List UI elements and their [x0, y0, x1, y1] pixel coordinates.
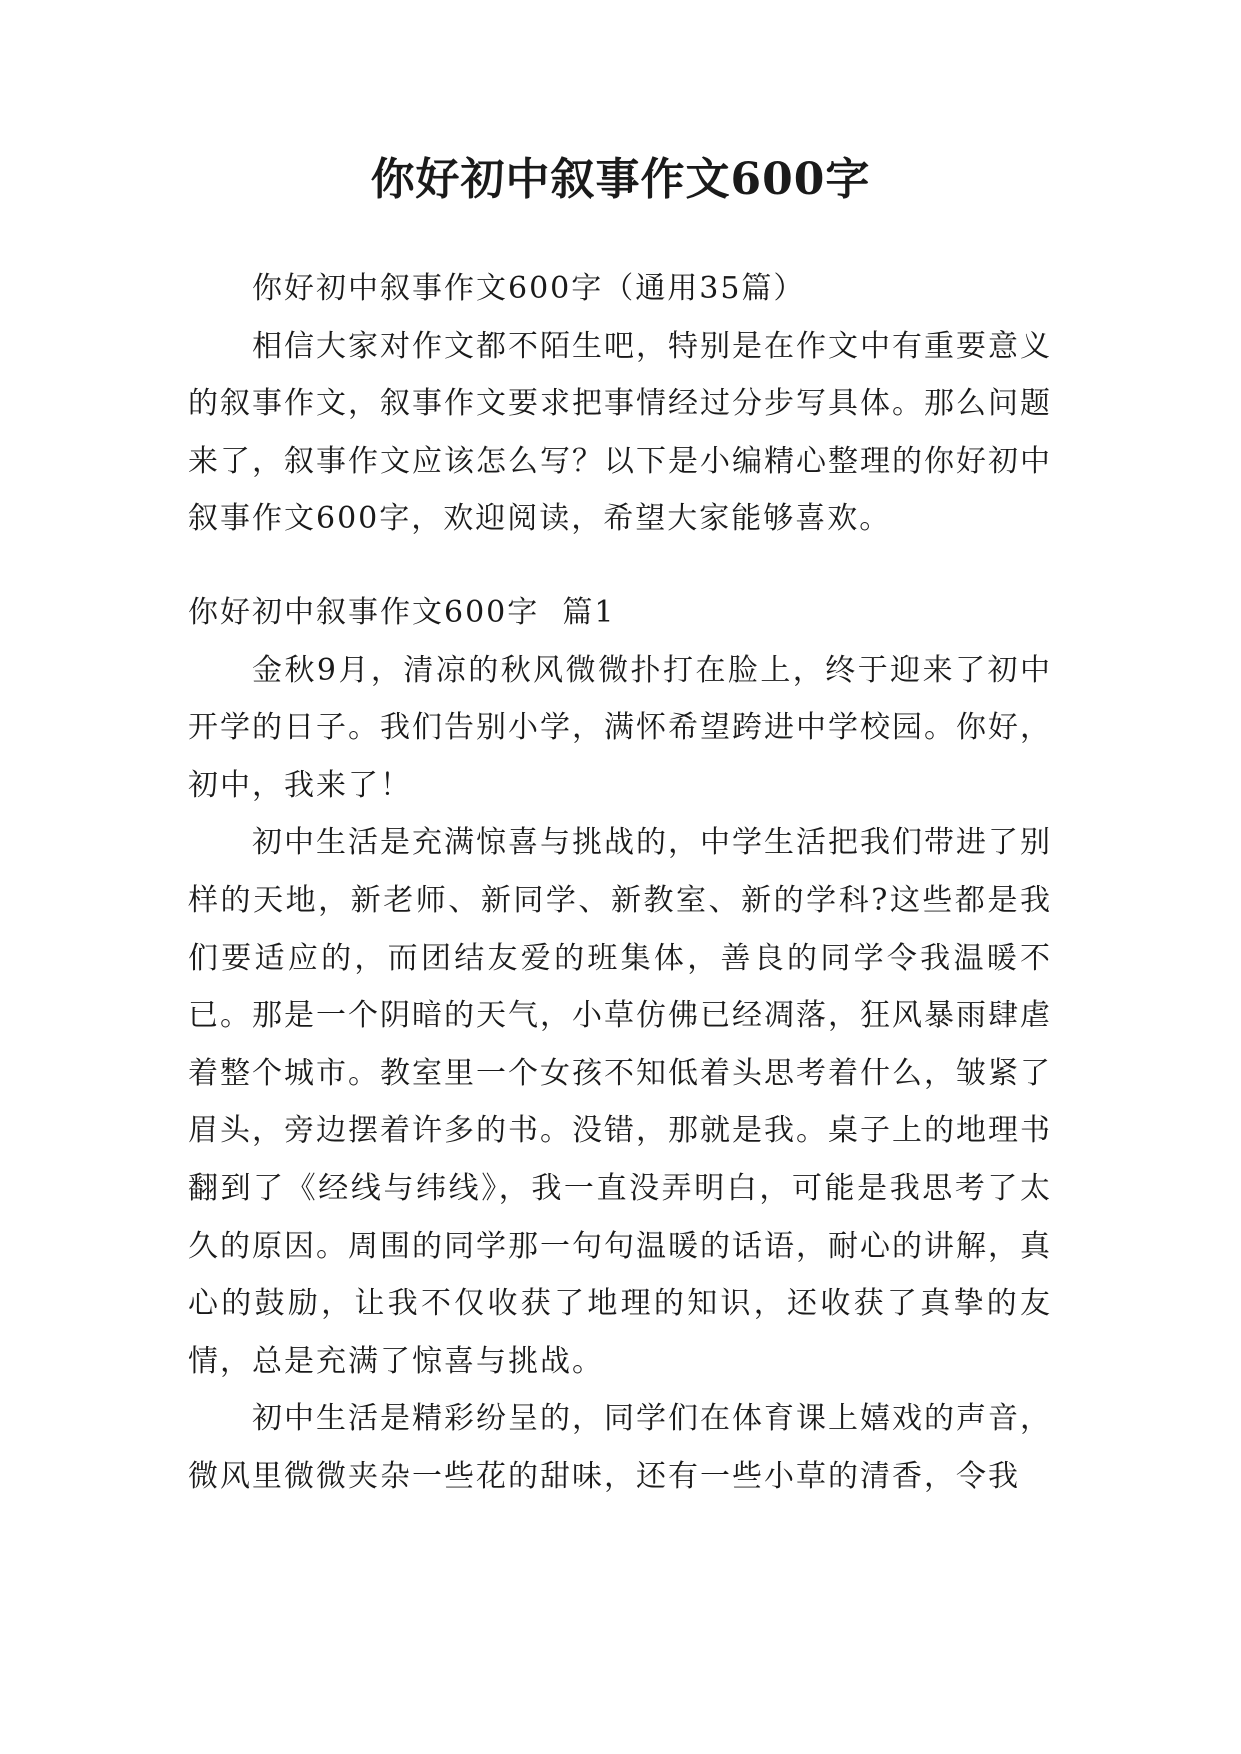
document-subtitle: 你好初中叙事作文600字（通用35篇）: [252, 271, 806, 306]
body-paragraph-1: 金秋9月，清凉的秋风微微扑打在脸上，终于迎来了初中开学的日子。我们告别小学，满怀希望跨进中学校园。你好，初中，我来了！: [188, 652, 1052, 803]
body-paragraph-2: 初中生活是充满惊喜与挑战的，中学生活把我们带进了别样的天地，新老师、新同学、新教室、新的学科?这些都是我们要适应的，而团结友爱的班集体，善良的同学令我温暖不已。那是一个阴暗的天气，小草仿佛已经凋落，狂风暴雨肆虐着整个城市。教室里一个女孩不知低着头思考着什么，皱紧了眉头，旁边摆着许多的书。没错，那就是我。桌子上的地理书翻到了《经线与纬线》，我一直没弄明白，可能是我思考了太久的原因。周围的同学那一句句温暖的话语，耐心的讲解，真心的鼓励，让我不仅收获了地理的知识，还收获了真挚的友情，总是充满了惊喜与挑战。: [188, 825, 1052, 1379]
document-title: 你好初中叙事作文600字: [370, 154, 871, 205]
body-paragraph-3: 初中生活是精彩纷呈的，同学们在体育课上嬉戏的声音，微风里微微夹杂一些花的甜味，还有一些小草的清香，令我: [188, 1401, 1052, 1494]
document-body: [188, 260, 1052, 1505]
intro-paragraph: 相信大家对作文都不陌生吧，特别是在作文中有重要意义的叙事作文，叙事作文要求把事情经过分步写具体。那么问题来了，叙事作文应该怎么写？以下是小编精心整理的你好初中叙事作文600字，欢迎阅读，希望大家能够喜欢。: [188, 328, 1052, 537]
section-heading: 你好初中叙事作文600字 篇1: [188, 594, 616, 630]
